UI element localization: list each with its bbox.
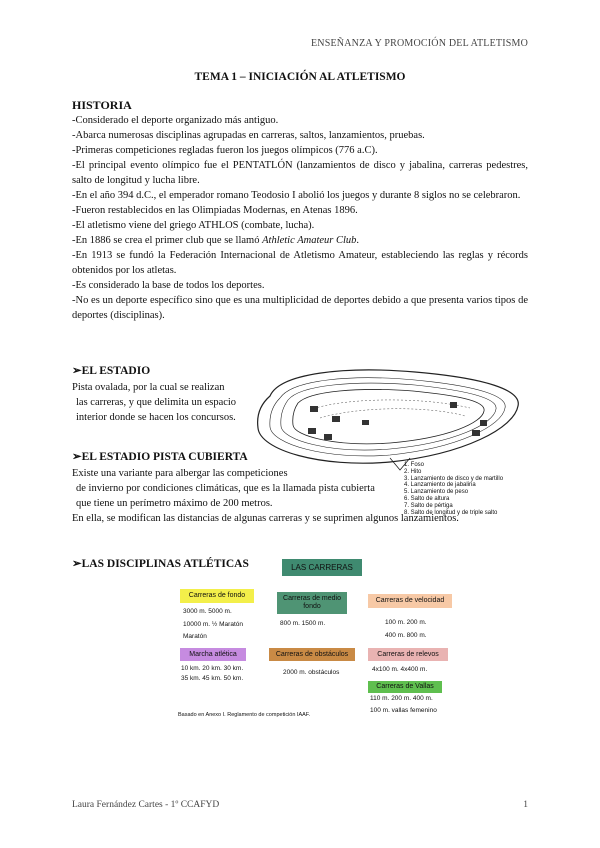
medio-fondo-label: Carreras de medio fondo (277, 592, 347, 614)
velocidad-label: Carreras de velocidad (368, 594, 452, 608)
section-heading-historia: HISTORIA (72, 98, 132, 112)
list-item: -Fueron restablecidos en las Olimpiadas Modernas, en Atenas 1896. (72, 205, 358, 216)
field-marker (332, 416, 340, 422)
field-marker (480, 420, 487, 426)
fondo-label: Carreras de fondo (180, 589, 254, 603)
marcha-row: 35 km. 45 km. 50 km. (181, 675, 244, 682)
arrow-icon: ➢ (72, 558, 82, 570)
pista-cubierta-text: Existe una variante para albergar las competiciones de invierno por condiciones climáticas, que es la llamada pista cubierta que tiene un perímetro máximo de 200 metros. En ella, se modifican las distancias de algunas carreras y se suprimen algunos lanzamientos. (72, 468, 459, 524)
list-item: -Considerado el deporte organizado más antiguo. (72, 115, 279, 126)
list-item: -No es un deporte específico sino que es una multiplicidad de deportes debido a que presenta varios tipos de deportes (disciplinas). (72, 295, 528, 321)
field-marker (310, 406, 318, 412)
section-heading-disciplinas: ➢LAS DISCIPLINAS ATLÉTICAS (72, 558, 249, 570)
list-item: -En el año 394 d.C., el emperador romano Teodosio I abolió los juegos y durante 8 siglos no se celebraron. (72, 190, 521, 201)
section-heading-pista-cubierta: ➢EL ESTADIO PISTA CUBIERTA (72, 451, 248, 463)
page-title: TEMA 1 – INICIACIÓN AL ATLETISMO (194, 71, 406, 83)
list-item: -Es considerado la base de todos los deportes. (72, 280, 265, 291)
marcha-label: Marcha atlética (180, 648, 246, 661)
field-marker (472, 430, 480, 436)
field-marker (362, 420, 369, 425)
list-item: -El principal evento olímpico fue el PENTATLÓN (lanzamientos de disco y jabalina, carreras pedestres, salto de longitud y lucha libre. (72, 160, 528, 186)
vallas-row: 100 m. vallas femenino (370, 707, 437, 714)
section-heading-estadio: ➢EL ESTADIO (72, 365, 151, 377)
source-note: Basado en Anexo I. Reglamento de competición IAAF. (178, 712, 311, 718)
relevos-row: 4x100 m. 4x400 m. (372, 666, 428, 673)
marcha-row: 10 km. 20 km. 30 km. (181, 665, 244, 672)
list-item: -El atletismo viene del griego ATHLOS (combate, lucha). (72, 220, 315, 231)
fondo-row: 10000 m. ½ Maratón (183, 621, 243, 628)
fondo-row: Maratón (183, 633, 207, 640)
stadium-illustration (250, 358, 535, 473)
list-item: -Primeras competiciones regladas fueron los juegos olímpicos (776 a.C). (72, 145, 378, 156)
field-marker (450, 402, 457, 408)
medio-fondo-row: 800 m. 1500 m. (280, 620, 326, 627)
velocidad-row: 100 m. 200 m. (385, 619, 427, 626)
field-marker (324, 434, 332, 440)
historia-list (72, 113, 528, 323)
obstaculos-row: 2000 m. obstáculos (283, 669, 340, 676)
obstaculos-label: Carreras de obstáculos (269, 648, 355, 661)
stadium-legend: 1. Foso 2. Hito 3. Lanzamiento de disco y de martillo 4. Lanzamiento de jabalina 5. Lanzamiento de peso 6. Salto de altura 7. Salto de pértiga 8. Salto de longitud y de triple salto (404, 462, 504, 516)
field-marker (308, 428, 316, 434)
page-number: 1 (523, 800, 528, 810)
list-item: -En 1913 se fundó la Federación Internacional de Atletismo Amateur, estableciendo las reglas y récords obtenidos por los atletas. (72, 250, 528, 276)
fondo-row: 3000 m. 5000 m. (183, 608, 232, 615)
vallas-label: Carreras de Vallas (368, 681, 442, 693)
footer-author: Laura Fernández Cartes - 1º CCAFYD (72, 800, 220, 810)
club-name: Athletic Amateur Club (262, 235, 357, 246)
velocidad-row: 400 m. 800 m. (385, 632, 427, 639)
running-header: ENSEÑANZA Y PROMOCIÓN DEL ATLETISMO (311, 38, 528, 49)
estadio-text: Pista ovalada, por la cual se realizan las carreras, y que delimita un espacio interior donde se hacen los concursos. (72, 382, 237, 423)
list-item: -Abarca numerosas disciplinas agrupadas en carreras, saltos, lanzamientos, pruebas. (72, 130, 425, 141)
arrow-icon: ➢ (72, 451, 82, 463)
relevos-label: Carreras de relevos (368, 648, 448, 661)
list-item: -En 1886 se crea el primer club que se llamó Athletic Amateur Club. (72, 235, 360, 246)
vallas-row: 110 m. 200 m. 400 m. (370, 695, 433, 702)
arrow-icon: ➢ (72, 365, 82, 377)
carreras-main-box: LAS CARRERAS (282, 559, 362, 576)
